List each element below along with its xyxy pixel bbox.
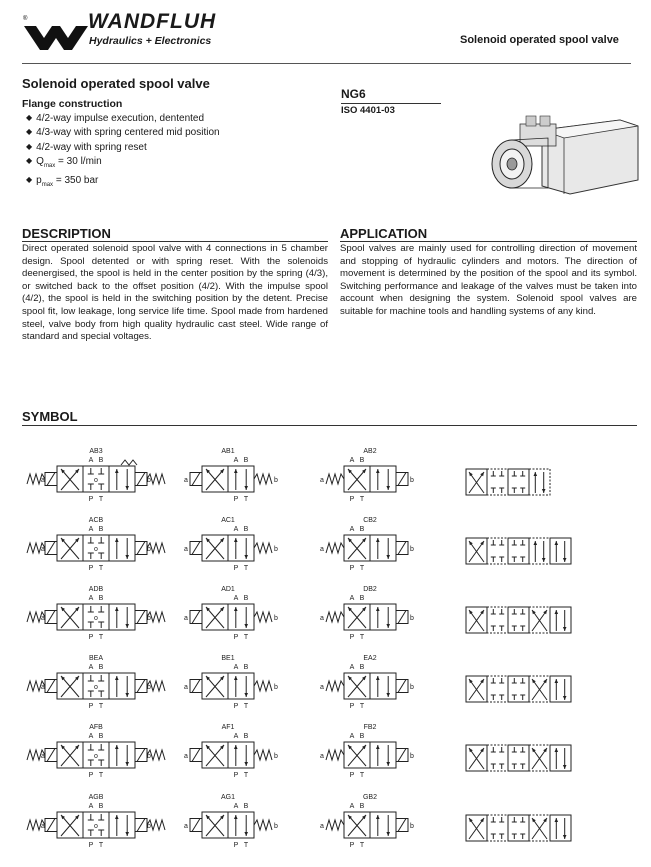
port-t-label: T — [359, 772, 365, 779]
symbol-code: AB1 — [221, 448, 235, 455]
valve-symbol-gb2 — [320, 794, 414, 849]
center-position-label: o — [94, 615, 98, 622]
valve-symbol-ag1 — [184, 794, 278, 849]
symbol-code: AB3 — [89, 448, 103, 455]
valve-symbol-af1 — [184, 724, 278, 779]
port-p-label: P — [349, 842, 355, 849]
spring-a-label: a — [320, 823, 324, 830]
center-position-label: o — [94, 823, 98, 830]
description-heading: DESCRIPTION — [22, 226, 111, 241]
port-b-label: B — [359, 526, 365, 533]
valve-symbol-afb — [27, 724, 165, 779]
port-a-label: A — [88, 457, 94, 464]
port-a-label: A — [349, 457, 355, 464]
port-b-label: B — [98, 664, 104, 671]
port-t-label: T — [243, 496, 249, 503]
valve-symbol-ac1 — [184, 517, 278, 572]
spring-b-label: b — [274, 823, 278, 830]
solenoid-a-label: a — [184, 546, 188, 553]
valve-symbol-be1 — [184, 655, 278, 710]
port-b-label: B — [98, 733, 104, 740]
solenoid-a-label: a — [184, 477, 188, 484]
solenoid-b-label: b — [147, 684, 151, 691]
spring-b-label: b — [274, 477, 278, 484]
port-p-label: P — [88, 634, 94, 641]
port-a-label: A — [233, 595, 239, 602]
solenoid-b-label: b — [410, 546, 414, 553]
feature-flow: ◆ $Q_{max} = 30$ l/min — [26, 155, 220, 173]
solenoid-b-label: b — [147, 823, 151, 830]
solenoid-a-label: a — [184, 615, 188, 622]
solenoid-a-label: a — [41, 684, 45, 691]
port-a-label: A — [88, 803, 94, 810]
symbol-divider — [22, 425, 637, 426]
port-a-label: A — [233, 526, 239, 533]
transition-symbol — [466, 469, 550, 495]
symbol-code: BEA — [88, 655, 104, 662]
header-divider — [22, 63, 631, 64]
port-a-label: A — [349, 803, 355, 810]
solenoid-a-label: a — [184, 684, 188, 691]
port-b-label: B — [359, 664, 365, 671]
spring-a-label: a — [320, 477, 324, 484]
valve-symbol-ea2 — [320, 655, 414, 710]
port-p-label: P — [88, 565, 94, 572]
symbol-code: ACB — [88, 517, 104, 524]
port-t-label: T — [243, 565, 249, 572]
brand-name: WANDFLUH — [88, 10, 217, 33]
port-t-label: T — [98, 565, 104, 572]
transition-symbol — [466, 745, 571, 771]
valve-symbol-ab1 — [184, 448, 278, 503]
feature-pressure: ◆ $p_{max} = 350$ bar — [26, 174, 220, 192]
port-b-label: B — [98, 457, 104, 464]
port-t-label: T — [243, 772, 249, 779]
header-title: Solenoid operated spool valve — [460, 34, 619, 46]
port-t-label: T — [98, 772, 104, 779]
port-b-label: B — [243, 733, 249, 740]
feature-list — [26, 112, 220, 192]
port-p-label: P — [88, 496, 94, 503]
port-p-label: P — [233, 703, 239, 710]
port-b-label: B — [359, 595, 365, 602]
symbol-code: AFB — [89, 724, 103, 731]
application-divider — [340, 241, 637, 242]
spring-b-label: b — [274, 546, 278, 553]
valve-symbol-cb2 — [320, 517, 414, 572]
valve-symbol-db2 — [320, 586, 414, 641]
port-t-label: T — [243, 634, 249, 641]
symbol-code: AF1 — [221, 724, 235, 731]
symbol-code: AG1 — [220, 794, 236, 801]
valve-symbol-fb2 — [320, 724, 414, 779]
symbol-code: AC1 — [221, 517, 235, 524]
valve-symbol-acb — [27, 517, 165, 572]
solenoid-a-label: a — [184, 753, 188, 760]
solenoid-b-label: b — [410, 753, 414, 760]
port-a-label: A — [349, 595, 355, 602]
solenoid-b-label: b — [410, 615, 414, 622]
port-b-label: B — [243, 664, 249, 671]
symbol-code: FB2 — [363, 724, 377, 731]
valve-symbol-ab3 — [27, 448, 165, 503]
port-b-label: B — [359, 733, 365, 740]
port-t-label: T — [98, 496, 104, 503]
symbol-code: GB2 — [362, 794, 378, 801]
port-a-label: A — [233, 664, 239, 671]
port-p-label: P — [349, 496, 355, 503]
solenoid-b-label: b — [147, 615, 151, 622]
symbol-code: AB2 — [363, 448, 377, 455]
port-a-label: A — [233, 803, 239, 810]
feature-item: ◆ 4/3-way with spring centered mid position — [26, 126, 220, 140]
port-t-label: T — [359, 842, 365, 849]
transition-symbol — [466, 676, 571, 702]
port-a-label: A — [349, 733, 355, 740]
port-p-label: P — [233, 496, 239, 503]
spring-b-label: b — [274, 615, 278, 622]
port-a-label: A — [88, 664, 94, 671]
solenoid-a-label: a — [41, 477, 45, 484]
port-p-label: P — [233, 842, 239, 849]
symbol-heading: SYMBOL — [22, 409, 78, 424]
port-b-label: B — [243, 526, 249, 533]
port-b-label: B — [359, 803, 365, 810]
port-a-label: A — [88, 595, 94, 602]
port-p-label: P — [349, 565, 355, 572]
port-p-label: P — [349, 703, 355, 710]
symbol-code: ADB — [88, 586, 104, 593]
solenoid-b-label: b — [147, 753, 151, 760]
port-t-label: T — [359, 496, 365, 503]
port-b-label: B — [359, 457, 365, 464]
spring-b-label: b — [274, 684, 278, 691]
feature-item: ◆ 4/2-way impulse execution, dentented — [26, 112, 220, 126]
port-t-label: T — [98, 842, 104, 849]
port-p-label: P — [88, 772, 94, 779]
port-t-label: T — [98, 703, 104, 710]
application-text: Spool valves are mainly used for controlling direction of movement and stopping of hydraulic cylinders and motors. The direction of movement is determined by the position of the spool and its symbol. Switching performance and leakage of the valves must be taken into account when designing the system. Solenoid spool valves are suitable for machine tools and handling systems of any kind. — [340, 243, 637, 317]
port-b-label: B — [98, 803, 104, 810]
transition-symbol — [466, 538, 571, 564]
solenoid-a-label: a — [184, 823, 188, 830]
iso-standard: ISO 4401-03 — [341, 105, 395, 116]
symbol-code: AGB — [88, 794, 104, 801]
solenoid-b-label: b — [147, 477, 151, 484]
solenoid-b-label: b — [410, 684, 414, 691]
port-p-label: P — [88, 842, 94, 849]
solenoid-b-label: b — [147, 546, 151, 553]
solenoid-b-label: b — [410, 477, 414, 484]
solenoid-a-label: a — [41, 753, 45, 760]
port-t-label: T — [359, 634, 365, 641]
port-t-label: T — [243, 842, 249, 849]
port-b-label: B — [98, 595, 104, 602]
product-title: Solenoid operated spool valve — [22, 76, 210, 91]
port-a-label: A — [88, 526, 94, 533]
brand-tagline: Hydraulics + Electronics — [89, 35, 212, 47]
symbol-code: AD1 — [221, 586, 235, 593]
nominal-size: NG6 — [341, 87, 366, 101]
symbol-code: DB2 — [363, 586, 377, 593]
ng-divider — [341, 103, 441, 104]
port-t-label: T — [359, 703, 365, 710]
valve-symbol-ad1 — [184, 586, 278, 641]
solenoid-a-label: a — [41, 615, 45, 622]
port-t-label: T — [359, 565, 365, 572]
port-b-label: B — [243, 595, 249, 602]
center-position-label: o — [94, 546, 98, 553]
solenoid-b-label: b — [410, 823, 414, 830]
transition-symbol — [466, 607, 571, 633]
feature-item: ◆ 4/2-way with spring reset — [26, 141, 220, 155]
symbol-code: EA2 — [363, 655, 377, 662]
spring-a-label: a — [320, 615, 324, 622]
port-a-label: A — [88, 733, 94, 740]
center-position-label: o — [94, 477, 98, 484]
application-heading: APPLICATION — [340, 226, 428, 241]
valve-product-image — [480, 110, 640, 200]
port-b-label: B — [243, 803, 249, 810]
port-a-label: A — [349, 526, 355, 533]
solenoid-a-label: a — [41, 546, 45, 553]
valve-symbol-agb — [27, 794, 165, 849]
port-t-label: T — [98, 634, 104, 641]
center-position-label: o — [94, 753, 98, 760]
symbol-code: BE1 — [221, 655, 235, 662]
description-divider — [22, 241, 328, 242]
port-p-label: P — [88, 703, 94, 710]
port-p-label: P — [349, 772, 355, 779]
center-position-label: o — [94, 684, 98, 691]
spring-a-label: a — [320, 546, 324, 553]
port-b-label: B — [98, 526, 104, 533]
port-t-label: T — [243, 703, 249, 710]
transition-symbol — [466, 815, 571, 841]
valve-symbol-bea — [27, 655, 165, 710]
symbol-code: CB2 — [363, 517, 377, 524]
port-p-label: P — [233, 634, 239, 641]
spring-b-label: b — [274, 753, 278, 760]
port-p-label: P — [233, 565, 239, 572]
valve-symbol-ab2 — [320, 448, 414, 503]
description-text: Direct operated solenoid spool valve with 4 connections in 5 chamber design. Spool detented or with spring reset. With the solenoids deenergised, the spool is held in the center position by the spring (4/3), or switched back to the offset position (4/2). With the impulse spool (4/2), the spool is held in the switching position by the detent. Precise spool fit, low leakage, long service life time. Spool made from hardened steel, valve body from high quality hydraulic cast steel. Wide range of standard and special voltages. — [22, 243, 328, 343]
port-b-label: B — [243, 457, 249, 464]
valve-symbol-adb — [27, 586, 165, 641]
port-p-label: P — [349, 634, 355, 641]
product-subtitle: Flange construction — [22, 98, 123, 110]
port-a-label: A — [233, 457, 239, 464]
port-a-label: A — [349, 664, 355, 671]
solenoid-a-label: a — [41, 823, 45, 830]
spring-a-label: a — [320, 684, 324, 691]
spring-a-label: a — [320, 753, 324, 760]
port-a-label: A — [233, 733, 239, 740]
port-p-label: P — [233, 772, 239, 779]
svg-text:®: ® — [23, 16, 28, 22]
